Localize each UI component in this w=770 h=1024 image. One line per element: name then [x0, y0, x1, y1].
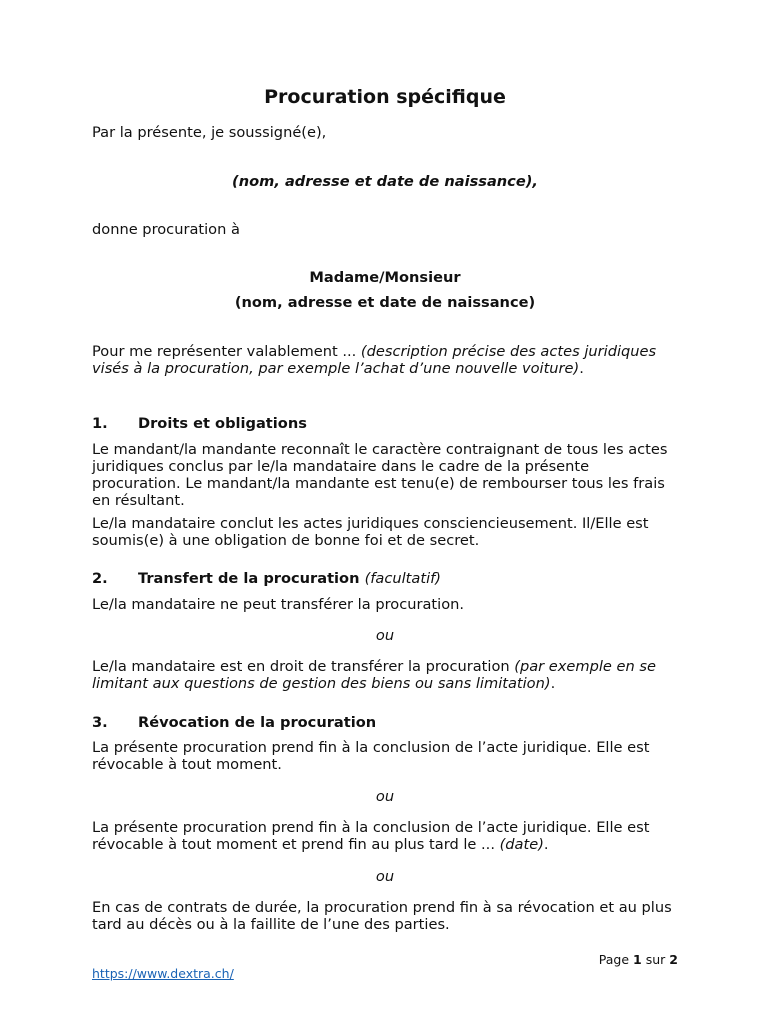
page-current: 1	[633, 952, 642, 967]
purpose-end: .	[579, 360, 584, 377]
intro-line: Par la présente, je soussigné(e),	[92, 124, 327, 141]
option-end: .	[543, 836, 549, 853]
purpose-note: (description précise des actes juridiques visés à la procuration, par exemple l’achat d’une nouvelle voiture)	[92, 343, 657, 377]
option-note: (par exemple en se limitant aux questions de gestion des biens ou sans limitation)	[92, 658, 656, 692]
section-number: 2.	[92, 570, 108, 587]
page-label: Page	[598, 952, 630, 967]
section-1-paragraph-1: Le mandant/la mandante reconnaît le caractère contraignant de tous les actes juridiques conclus par le/la mandataire dans le cadre de la présente procuration. Le mandant/la mandante est tenu(e) de rembourser tous les frais en résultant.	[92, 441, 668, 509]
option-text: Le/la mandataire est en droit de transférer la procuration	[92, 658, 515, 675]
section-2-heading	[92, 570, 441, 587]
option-note: (date)	[499, 836, 544, 853]
section-title: Révocation de la procuration	[138, 714, 377, 731]
or-separator: ou	[375, 868, 395, 885]
or-separator: ou	[375, 627, 395, 644]
grant-line: donne procuration à	[92, 221, 240, 238]
section-1-heading	[92, 415, 307, 432]
section-3-option-3: En cas de contrats de durée, la procuration prend fin à sa révocation et au plus tard au décès ou à la faillite de l’une des parties.	[92, 899, 672, 933]
section-3-heading	[92, 714, 376, 731]
agent-placeholder: (nom, adresse et date de naissance)	[234, 294, 536, 311]
section-2-option-1: Le/la mandataire ne peut transférer la procuration.	[92, 596, 465, 613]
section-2-option-2	[92, 658, 682, 692]
section-title: Transfert de la procuration	[138, 570, 360, 587]
section-note: (facultatif)	[364, 570, 441, 587]
section-1-paragraph-2: Le/la mandataire conclut les actes juridiques consciencieusement. Il/Elle est soumis(e) à une obligation de bonne foi et de secret.	[92, 515, 649, 549]
document-title: Procuration spécifique	[264, 86, 506, 108]
footer-link[interactable]: https://www.dextra.ch/	[92, 966, 234, 981]
section-3-option-1: La présente procuration prend fin à la conclusion de l’acte juridique. Elle est révocable à tout moment.	[92, 739, 650, 773]
purpose-paragraph	[92, 343, 682, 377]
agent-salutation: Madame/Monsieur	[309, 269, 461, 286]
page-total: 2	[669, 952, 678, 967]
option-end: .	[550, 675, 556, 692]
section-number: 3.	[92, 714, 108, 731]
section-title: Droits et obligations	[138, 415, 307, 432]
page-sep: sur	[645, 952, 666, 967]
purpose-text: Pour me représenter valablement ...	[92, 343, 361, 360]
section-3-option-2	[92, 819, 682, 853]
principal-placeholder: (nom, adresse et date de naissance),	[232, 173, 538, 190]
section-number: 1.	[92, 415, 108, 432]
page-number	[599, 952, 678, 967]
option-text: La présente procuration prend fin à la conclusion de l’acte juridique. Elle est révocable à tout moment et prend fin au plus tard le ...	[92, 819, 650, 853]
or-separator: ou	[375, 788, 395, 805]
